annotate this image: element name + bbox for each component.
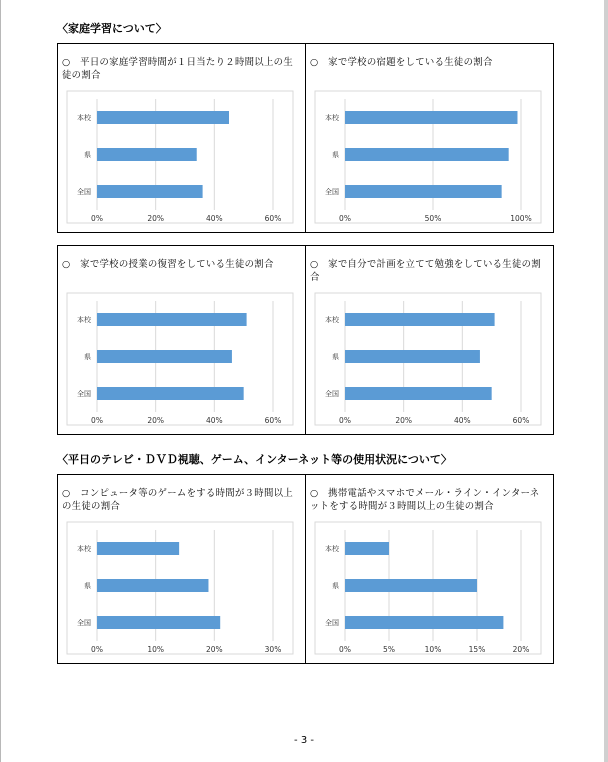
chart-title: ○ 携帯電話やスマホでメール・ライン・インターネットをする時間が３時間以上の生徒の割合 — [310, 488, 540, 512]
category-label: 県 — [332, 151, 339, 159]
bar — [97, 579, 208, 592]
chart-cell-6 — [305, 474, 554, 664]
category-label: 県 — [332, 353, 339, 361]
bar — [345, 148, 509, 161]
chart-svg — [306, 246, 555, 436]
tick-label: 30% — [264, 645, 282, 654]
category-label: 本校 — [325, 316, 339, 324]
chart-svg — [306, 44, 555, 234]
tick-label: 20% — [512, 645, 530, 654]
bar — [345, 185, 502, 198]
category-label: 県 — [332, 582, 339, 590]
chart-cell-3 — [57, 245, 306, 435]
category-label: 県 — [84, 151, 91, 159]
tick-label: 15% — [468, 645, 486, 654]
bar — [345, 616, 503, 629]
chart-svg — [58, 475, 307, 665]
tick-label: 0% — [339, 645, 351, 654]
chart-title: ○ 家で学校の宿題をしている生徒の割合 — [310, 57, 493, 68]
tick-label: 40% — [205, 214, 223, 223]
chart-cell-2 — [305, 43, 554, 233]
tick-label: 20% — [147, 416, 165, 425]
tick-label: 20% — [147, 214, 165, 223]
tick-label: 0% — [339, 214, 351, 223]
category-label: 全国 — [77, 619, 91, 627]
category-label: 全国 — [325, 390, 339, 398]
tick-label: 60% — [512, 416, 530, 425]
chart-title: ○ 家で自分で計画を立てて勉強をしている生徒の割合 — [310, 259, 542, 283]
bar — [97, 616, 220, 629]
chart-cell-4 — [305, 245, 554, 435]
bar — [345, 387, 492, 400]
tick-label: 0% — [339, 416, 351, 425]
category-label: 全国 — [325, 619, 339, 627]
tick-label: 5% — [383, 645, 395, 654]
chart-cell-1 — [57, 43, 306, 233]
bar — [345, 350, 480, 363]
bar — [97, 313, 247, 326]
category-label: 全国 — [325, 188, 339, 196]
bar — [345, 542, 389, 555]
bar — [97, 387, 244, 400]
tick-label: 0% — [91, 416, 103, 425]
category-label: 県 — [84, 582, 91, 590]
category-label: 全国 — [77, 188, 91, 196]
bar — [97, 148, 197, 161]
category-label: 本校 — [325, 545, 339, 553]
tick-label: 40% — [453, 416, 471, 425]
bar — [97, 350, 232, 363]
category-label: 全国 — [77, 390, 91, 398]
bar — [97, 185, 203, 198]
section-heading-home-study: 〈家庭学習について〉 — [57, 22, 167, 35]
chart-title: ○ 平日の家庭学習時間が１日当たり２時間以上の生徒の割合 — [62, 57, 294, 81]
category-label: 県 — [84, 353, 91, 361]
tick-label: 40% — [205, 416, 223, 425]
category-label: 本校 — [77, 316, 91, 324]
tick-label: 0% — [91, 645, 103, 654]
category-label: 本校 — [325, 114, 339, 122]
chart-svg — [58, 44, 307, 234]
tick-label: 100% — [510, 214, 532, 223]
tick-label: 0% — [91, 214, 103, 223]
page-left-edge — [0, 0, 1, 762]
bar — [97, 111, 229, 124]
tick-label: 60% — [264, 214, 282, 223]
tick-label: 60% — [264, 416, 282, 425]
page-right-edge — [604, 0, 608, 762]
chart-svg — [306, 475, 555, 665]
tick-label: 10% — [424, 645, 442, 654]
section-heading-media-use: 〈平日のテレビ・ＤＶＤ視聴、ゲーム、インターネット等の使用状況について〉 — [57, 453, 452, 466]
page-number: - 3 - — [294, 735, 314, 746]
chart-svg — [58, 246, 307, 436]
chart-cell-5 — [57, 474, 306, 664]
category-label: 本校 — [77, 114, 91, 122]
bar — [345, 111, 517, 124]
tick-label: 20% — [395, 416, 413, 425]
bar — [345, 579, 477, 592]
tick-label: 20% — [205, 645, 223, 654]
chart-title: ○ コンピュータ等のゲームをする時間が３時間以上の生徒の割合 — [62, 488, 294, 512]
tick-label: 50% — [424, 214, 442, 223]
chart-title: ○ 家で学校の授業の復習をしている生徒の割合 — [62, 259, 274, 270]
category-label: 本校 — [77, 545, 91, 553]
bar — [345, 313, 495, 326]
tick-label: 10% — [147, 645, 165, 654]
bar — [97, 542, 179, 555]
